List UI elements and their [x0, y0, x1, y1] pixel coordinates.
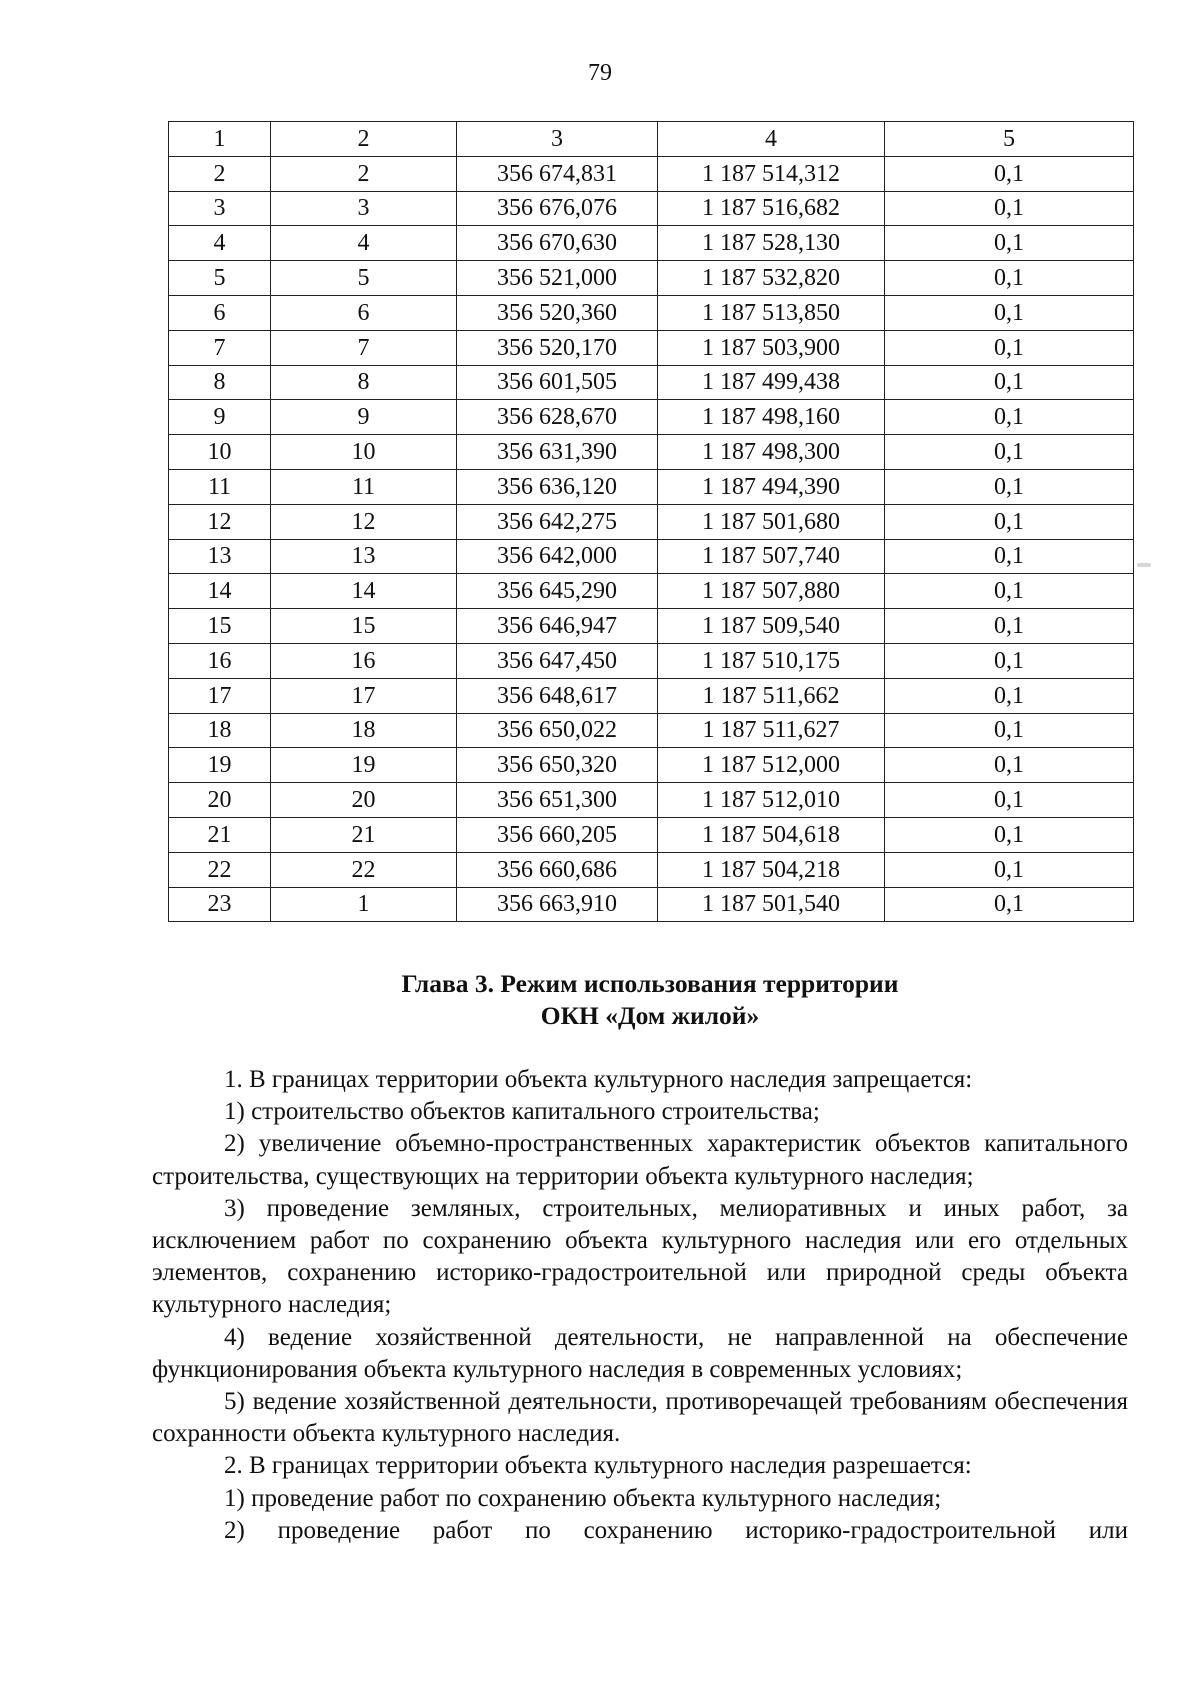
table-cell: 1 187 532,820 [658, 261, 885, 296]
table-cell: 21 [271, 817, 457, 852]
table-cell: 356 631,390 [457, 435, 658, 470]
table-cell: 0,1 [885, 713, 1134, 748]
table-cell: 10 [169, 435, 271, 470]
table-row [169, 156, 1134, 191]
table-cell: 1 187 504,218 [658, 852, 885, 887]
table-cell: 14 [271, 574, 457, 609]
table-cell: 0,1 [885, 678, 1134, 713]
table-cell: 0,1 [885, 539, 1134, 574]
table-cell: 356 674,831 [457, 156, 658, 191]
table-cell: 0,1 [885, 156, 1134, 191]
table-row [169, 643, 1134, 678]
table-row [169, 539, 1134, 574]
table-cell: 356 660,205 [457, 817, 658, 852]
table-cell: 0,1 [885, 400, 1134, 435]
table-cell: 356 647,450 [457, 643, 658, 678]
table-cell: 0,1 [885, 783, 1134, 818]
paragraph: 2. В границах территории объекта культурного наследия разрешается: [224, 1452, 972, 1480]
table-row [169, 609, 1134, 644]
table-cell: 1 187 509,540 [658, 609, 885, 644]
chapter-title-line1: Глава 3. Режим использования территории [401, 969, 899, 998]
table-row [169, 226, 1134, 261]
table-cell: 0,1 [885, 226, 1134, 261]
table-cell: 1 187 511,662 [658, 678, 885, 713]
table-cell: 1 187 501,680 [658, 504, 885, 539]
table-cell: 1 187 513,850 [658, 295, 885, 330]
chapter-title-line2: ОКН «Дом жилой» [540, 1001, 760, 1030]
table-cell: 4 [271, 226, 457, 261]
table-cell: 5 [169, 261, 271, 296]
table-row [169, 678, 1134, 713]
table-cell: 22 [271, 852, 457, 887]
table-cell: 0,1 [885, 261, 1134, 296]
table-cell: 1 187 512,010 [658, 783, 885, 818]
table-cell: 356 663,910 [457, 887, 658, 922]
table-cell: 14 [169, 574, 271, 609]
table-cell: 356 676,076 [457, 191, 658, 226]
table-cell: 1 187 507,740 [658, 539, 885, 574]
table-cell: 1 [271, 887, 457, 922]
table-row [169, 817, 1134, 852]
table-cell: 19 [271, 748, 457, 783]
scan-smudge [1137, 563, 1151, 567]
table-cell: 15 [169, 609, 271, 644]
table-row [169, 783, 1134, 818]
table-cell: 1 187 516,682 [658, 191, 885, 226]
table-cell: 0,1 [885, 295, 1134, 330]
paragraph: 3) проведение земляных, строительных, мелиоративных и иных работ, за исключением работ по сохранению объекта культурного наследия или его отдельных элементов, сохранению историко-градостроительной или природной среды объекта культурного наследия; [152, 1194, 1128, 1319]
table-cell: 1 187 507,880 [658, 574, 885, 609]
table-header-cell: 5 [885, 122, 1134, 157]
page-number: 79 [588, 60, 612, 86]
table-header-cell: 3 [457, 122, 658, 157]
table-row [169, 261, 1134, 296]
table-cell: 13 [271, 539, 457, 574]
table-cell: 1 187 504,618 [658, 817, 885, 852]
table-cell: 356 642,000 [457, 539, 658, 574]
table-cell: 23 [169, 887, 271, 922]
table-cell: 356 645,290 [457, 574, 658, 609]
table-cell: 0,1 [885, 330, 1134, 365]
table-cell: 0,1 [885, 852, 1134, 887]
table-row [169, 295, 1134, 330]
table-cell: 1 187 512,000 [658, 748, 885, 783]
table-cell: 18 [271, 713, 457, 748]
table-row [169, 191, 1134, 226]
paragraph: 1. В границах территории объекта культурного наследия запрещается: [224, 1066, 973, 1093]
paragraph: 2) проведение работ по сохранению историко-градостроительной или [224, 1516, 1128, 1544]
table-cell: 356 520,170 [457, 330, 658, 365]
table-cell: 0,1 [885, 191, 1134, 226]
table-cell: 356 651,300 [457, 783, 658, 818]
table-cell: 1 187 494,390 [658, 469, 885, 504]
table-header-cell: 4 [658, 122, 885, 157]
table-cell: 11 [169, 469, 271, 504]
table-cell: 5 [271, 261, 457, 296]
table-header-cell: 2 [271, 122, 457, 157]
table-cell: 356 601,505 [457, 365, 658, 400]
chapter-heading [0, 968, 1200, 1032]
table-cell: 0,1 [885, 504, 1134, 539]
table-header-cell: 1 [169, 122, 271, 157]
table-cell: 0,1 [885, 365, 1134, 400]
table-cell: 8 [271, 365, 457, 400]
paragraph: 5) ведение хозяйственной деятельности, противоречащей требованиям обеспечения сохранности объекта культурного наследия. [152, 1388, 1128, 1448]
table-cell: 356 648,617 [457, 678, 658, 713]
table-cell: 1 187 503,900 [658, 330, 885, 365]
table-cell: 9 [169, 400, 271, 435]
table-cell: 12 [169, 504, 271, 539]
table-cell: 1 187 511,627 [658, 713, 885, 748]
table-cell: 0,1 [885, 817, 1134, 852]
table-cell: 356 650,022 [457, 713, 658, 748]
table-cell: 16 [271, 643, 457, 678]
table-cell: 0,1 [885, 435, 1134, 470]
table-cell: 356 521,000 [457, 261, 658, 296]
table-cell: 17 [169, 678, 271, 713]
table-cell: 9 [271, 400, 457, 435]
table-row [169, 504, 1134, 539]
table-cell: 19 [169, 748, 271, 783]
table-cell: 356 642,275 [457, 504, 658, 539]
paragraph: 2) увеличение объемно-пространственных характеристик объектов капитального строительства, существующих на территории объекта культурного наследия; [152, 1130, 1128, 1190]
table-cell: 1 187 498,300 [658, 435, 885, 470]
table-cell: 1 187 514,312 [658, 156, 885, 191]
table-cell: 0,1 [885, 887, 1134, 922]
table-cell: 12 [271, 504, 457, 539]
table-row [169, 852, 1134, 887]
table-row [169, 400, 1134, 435]
table-cell: 356 520,360 [457, 295, 658, 330]
table-cell: 10 [271, 435, 457, 470]
table-cell: 8 [169, 365, 271, 400]
table-cell: 0,1 [885, 748, 1134, 783]
coordinates-table [168, 121, 1134, 922]
table-cell: 356 650,320 [457, 748, 658, 783]
table-row [169, 330, 1134, 365]
table-cell: 22 [169, 852, 271, 887]
table-cell: 0,1 [885, 574, 1134, 609]
table-cell: 356 646,947 [457, 609, 658, 644]
table-row [169, 748, 1134, 783]
table-cell: 1 187 498,160 [658, 400, 885, 435]
table-cell: 21 [169, 817, 271, 852]
table-row [169, 469, 1134, 504]
table-cell: 1 187 499,438 [658, 365, 885, 400]
table-header-row [169, 122, 1134, 157]
table-row [169, 887, 1134, 922]
body-text [152, 1064, 1128, 1547]
table-cell: 0,1 [885, 609, 1134, 644]
table-cell: 356 636,120 [457, 469, 658, 504]
table-cell: 11 [271, 469, 457, 504]
table-cell: 1 187 501,540 [658, 887, 885, 922]
table-cell: 6 [169, 295, 271, 330]
table-cell: 1 187 510,175 [658, 643, 885, 678]
table-cell: 356 670,630 [457, 226, 658, 261]
table-row [169, 713, 1134, 748]
paragraph: 1) строительство объектов капитального строительства; [224, 1098, 820, 1126]
table-cell: 1 187 528,130 [658, 226, 885, 261]
table-cell: 7 [169, 330, 271, 365]
table-row [169, 574, 1134, 609]
coordinates-table-body [169, 122, 1134, 922]
table-cell: 0,1 [885, 643, 1134, 678]
table-cell: 20 [169, 783, 271, 818]
table-cell: 4 [169, 226, 271, 261]
table-cell: 6 [271, 295, 457, 330]
table-cell: 2 [169, 156, 271, 191]
table-cell: 15 [271, 609, 457, 644]
table-cell: 20 [271, 783, 457, 818]
table-cell: 2 [271, 156, 457, 191]
table-cell: 0,1 [885, 469, 1134, 504]
table-row [169, 435, 1134, 470]
table-cell: 3 [271, 191, 457, 226]
table-row [169, 365, 1134, 400]
paragraph: 4) ведение хозяйственной деятельности, не направленной на обеспечение функционирования объекта культурного наследия в современных условиях; [152, 1323, 1128, 1383]
table-cell: 3 [169, 191, 271, 226]
paragraph: 1) проведение работ по сохранению объекта культурного наследия; [224, 1484, 942, 1512]
table-cell: 356 660,686 [457, 852, 658, 887]
table-cell: 356 628,670 [457, 400, 658, 435]
table-cell: 18 [169, 713, 271, 748]
table-cell: 7 [271, 330, 457, 365]
table-cell: 13 [169, 539, 271, 574]
table-cell: 17 [271, 678, 457, 713]
table-cell: 16 [169, 643, 271, 678]
